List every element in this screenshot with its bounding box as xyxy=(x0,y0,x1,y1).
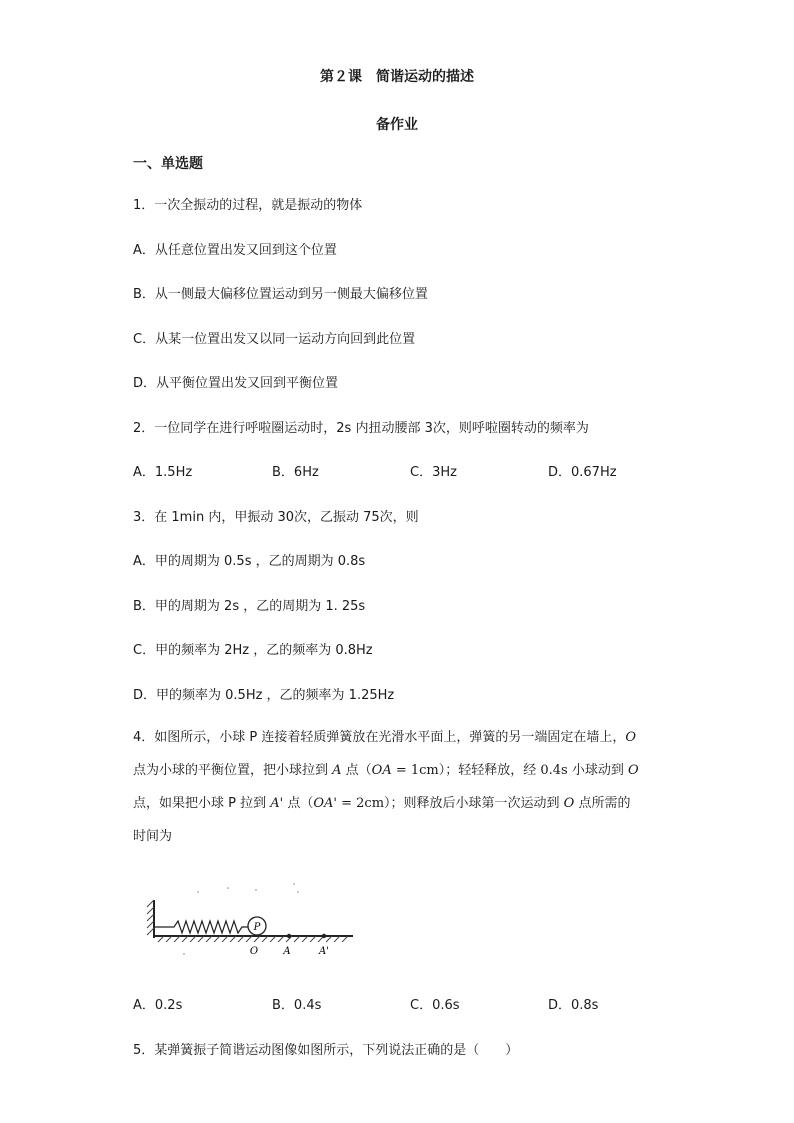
question-4-option-b: B．0.4s xyxy=(272,998,322,1013)
question-1-option-d: D．从平衡位置出发又回到平衡位置 xyxy=(133,376,339,391)
question-4-text: 点，如果把小球 P 拉到 xyxy=(133,796,271,811)
wall-hatch xyxy=(147,900,154,935)
scan-specks xyxy=(183,883,299,955)
question-4-line-4: 时间为 xyxy=(133,829,173,844)
question-2-option-c: C．3Hz xyxy=(410,465,457,480)
question-4-line-3 xyxy=(133,787,661,820)
question-4-line-2 xyxy=(133,754,661,787)
point-a-label: A xyxy=(332,763,342,778)
point-a-prime-label: A' xyxy=(270,796,284,811)
question-2-option-d: D．0.67Hz xyxy=(548,465,617,480)
question-4-text: = 2cm）；则释放后小球第一次运动到 xyxy=(336,796,564,811)
question-4-text: 点为小球的平衡位置，把小球拉到 xyxy=(133,763,333,778)
segment-oa-prime-label: OA' xyxy=(313,796,337,811)
point-a-label: A xyxy=(283,946,291,957)
question-4-text: 点（ xyxy=(341,763,372,778)
question-2-option-b: B．6Hz xyxy=(272,465,319,480)
point-o-label: O xyxy=(625,730,637,745)
question-1-option-a: A．从任意位置出发又回到这个位置 xyxy=(133,243,337,258)
question-4-text: 4．如图所示，小球 P 连接着轻质弹簧放在光滑水平面上，弹簧的另一端固定在墙上， xyxy=(133,730,626,745)
page-title: 第２课 简谐运动的描述 xyxy=(320,69,474,85)
question-3-option-d: D．甲的频率为 0.5Hz ，乙的频率为 1.25Hz xyxy=(133,688,395,703)
question-4-stem xyxy=(133,721,661,853)
section-heading: 一、单选题 xyxy=(133,156,203,172)
spring xyxy=(154,921,248,933)
question-2-option-a: A．1.5Hz xyxy=(133,465,193,480)
point-o-label: O xyxy=(249,946,259,957)
ball-label: P xyxy=(253,922,261,933)
question-4-option-a: A．0.2s xyxy=(133,998,183,1013)
question-4-line-1 xyxy=(133,721,661,754)
question-5-stem: 5．某弹簧振子简谐运动图像如图所示，下列说法正确的是（ ） xyxy=(133,1043,519,1058)
question-2-stem: 2．一位同学在进行呼啦圈运动时，2s 内扭动腰部 3次，则呼啦圈转动的频率为 xyxy=(133,421,589,436)
question-3-option-a: A．甲的周期为 0.5s ，乙的周期为 0.8s xyxy=(133,554,366,569)
page-subtitle: 备作业 xyxy=(376,117,418,133)
question-3-option-b: B．甲的周期为 2s ，乙的周期为 1. 25s xyxy=(133,599,366,614)
question-1-option-c: C．从某一位置出发又以同一运动方向回到此位置 xyxy=(133,332,416,347)
point-o-label: O xyxy=(628,763,639,778)
question-3-stem: 3．在 1min 内，甲振动 30次，乙振动 75次，则 xyxy=(133,510,419,525)
segment-oa-label: OA xyxy=(371,763,392,778)
question-3-option-c: C．甲的频率为 2Hz ，乙的频率为 0.8Hz xyxy=(133,643,373,658)
point-o-label: O xyxy=(563,796,575,811)
point-a-prime-label: A' xyxy=(319,946,329,957)
point-a-dot xyxy=(287,934,291,938)
question-1-option-b: B．从一侧最大偏移位置运动到另一侧最大偏移位置 xyxy=(133,287,428,302)
question-4-text: = 1cm）；轻轻释放，经 0.4s 小球动到 xyxy=(391,763,628,778)
question-4-option-d: D．0.8s xyxy=(548,998,599,1013)
question-4-text: 点（ xyxy=(283,796,314,811)
question-4-option-c: C．0.6s xyxy=(410,998,460,1013)
point-a-prime-dot xyxy=(322,934,326,938)
spring-ball-figure xyxy=(146,880,361,960)
question-4-text: 点所需的 xyxy=(574,796,631,811)
question-1-stem: 1．一次全振动的过程，就是振动的物体 xyxy=(133,198,363,213)
